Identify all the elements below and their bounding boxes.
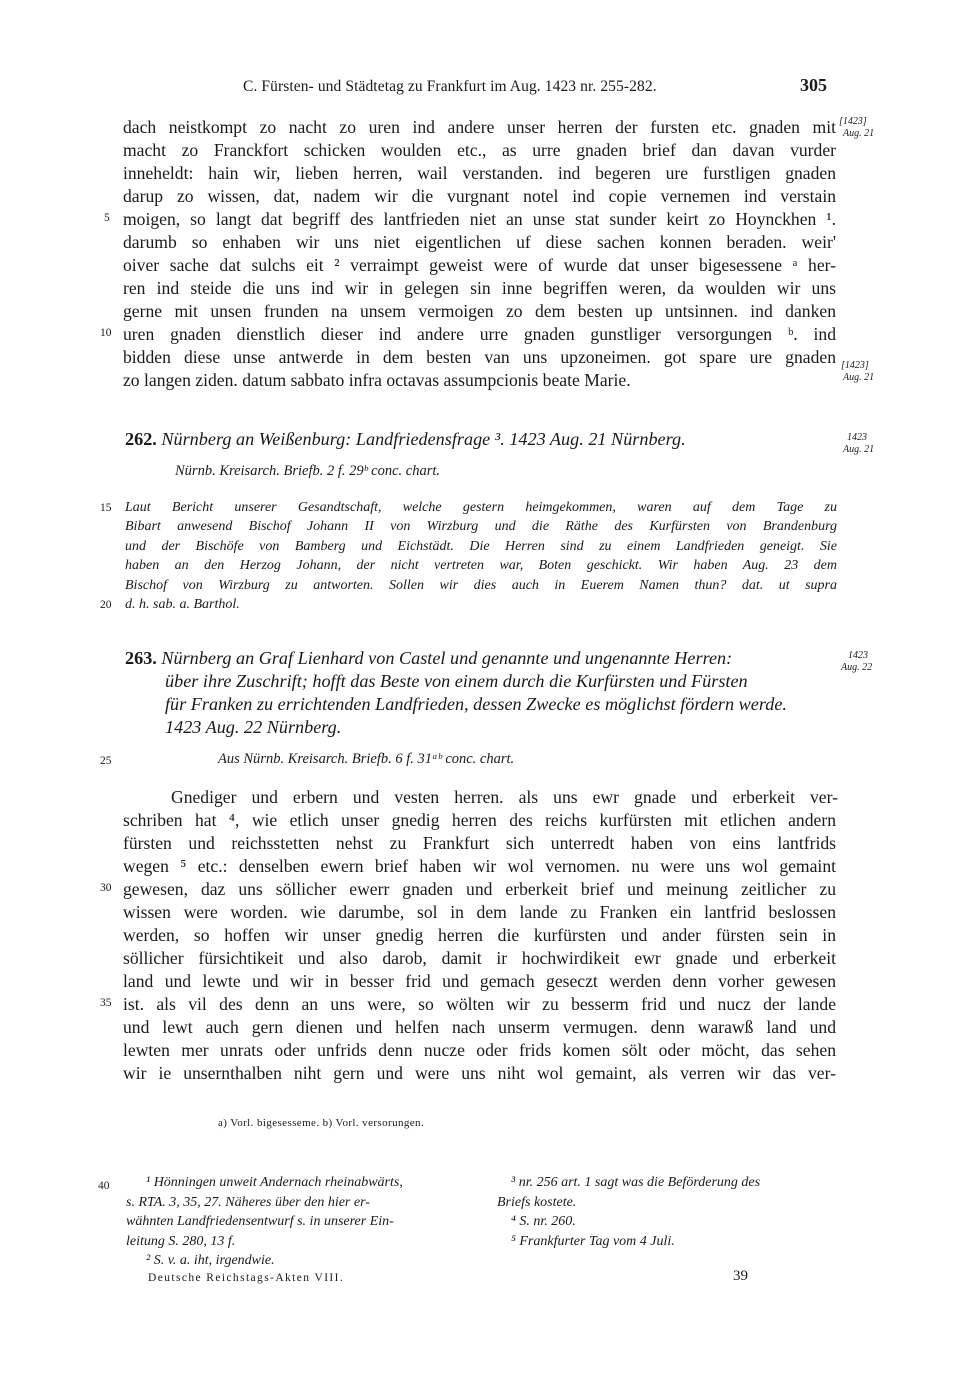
running-head: C. Fürsten- und Städtetag zu Frankfurt im Aug. 1423 nr. 255-282. (243, 78, 657, 95)
footnote-line: ⁴ S. nr. 260. (511, 1214, 576, 1229)
text-line: werden, so hoffen wir unser gnedig herren die kurfürsten und ander fürsten sein in (123, 925, 836, 945)
page-number: 305 (800, 75, 827, 95)
series-title: Deutsche Reichstags-Akten VIII. (148, 1272, 345, 1284)
text-line: ist. als vil des denn an uns were, so wölten wir zu besserm frid und nucz der lande (123, 994, 836, 1014)
margin-day: Aug. 21 (843, 444, 875, 455)
summary-line: Laut Bericht unserer Gesandtschaft, welche gestern heimgekommen, waren auf dem Tage zu (125, 500, 837, 515)
text-line: Gnediger und erbern und vesten herren. als uns ewr gnade und erberkeit ver- (171, 787, 838, 807)
footnote-line: ³ nr. 256 art. 1 sagt was die Beförderung des (511, 1175, 761, 1190)
summary-line: Bibart anwesend Bischof Johann II von Wirzburg und die Räthe des Kurfürsten von Brandenburg (125, 519, 837, 534)
text-line: und lewt auch gern dienen und helfen nach unserm vermugen. denn warawß land und (123, 1017, 836, 1037)
footnote-line: ² S. v. a. iht, irgendwie. (146, 1253, 275, 1268)
text-line: söllicher fürsichtikeit und also darob, damit ir hochwirdikeit ewr gnade und erberkeit (123, 948, 836, 968)
summary-line: haben an den Herzog Johann, der nicht vertreten war, Boten geschickt. Wir haben Aug. 23 dem (125, 558, 837, 573)
text-line: darup zo wissen, dat, nadem wir die vurgnant notel ind copie vernemen ind verstain (123, 186, 836, 206)
page-header (0, 75, 960, 102)
margin-year: [1423] (841, 360, 869, 371)
document-heading (125, 428, 686, 451)
text-line: inneheldt: hain wir, lieben herren, wail verstanden. ind begeren ure furstligen gnaden (123, 163, 836, 183)
text-line: darumb so enhaben wir uns niet eigentlichen uf diese sachen konnen beraden. weir' (123, 232, 836, 252)
text-line: macht zo Franckfort schicken woulden etc., as urre gnaden brief dan davan vurder (123, 140, 836, 160)
text-line: zo langen ziden. datum sabbato infra octavas assumpcionis beate Marie. (123, 370, 631, 390)
footnote-line: Briefs kostete. (497, 1194, 577, 1210)
text-line: gerne mit unsen frunden na unsem vermoigen zo dem besten up untsinnen. ind danken (123, 301, 836, 321)
margin-year: 1423 (848, 650, 868, 661)
margin-year: 1423 (847, 432, 867, 443)
line-number: 20 (100, 599, 112, 611)
margin-date (843, 432, 874, 456)
line-number: 35 (100, 997, 112, 1009)
margin-date (841, 360, 874, 384)
text-line: dach neistkompt zo nacht zo uren ind andere unser herren der fursten etc. gnaden mit (123, 117, 836, 137)
document-title-line: über ihre Zuschrift; hofft das Beste von einem durch die Kurfürsten und Fürsten (165, 671, 748, 691)
footnote-line: wähnten Landfriedensentwurf s. in unserer Ein- (126, 1214, 394, 1229)
footnote-line: leitung S. 280, 13 f. (126, 1233, 236, 1249)
footnotes-right-column (497, 1173, 760, 1251)
margin-date (841, 650, 873, 674)
text-line: bidden diese unse antwerde in dem besten van uns upzoneimen. got spare ure gnaden (123, 347, 836, 367)
summary-line: d. h. sab. a. Barthol. (125, 597, 240, 612)
text-line: gewesen, daz uns söllicher ewerr gnaden und erberkeit brief und meinung zeitlicher zu (123, 879, 836, 899)
margin-day: Aug. 22 (841, 662, 873, 673)
document-number: 262. (125, 429, 157, 449)
margin-year: [1423] (839, 116, 867, 127)
summary-line: Bischof von Wirzburg zu antworten. Sollen wir dies auch in Euerem Namen thun? dat. ut supra (125, 578, 837, 593)
footnote-line: ¹ Hönningen unweit Andernach rheinabwärts, (146, 1175, 403, 1190)
margin-day: Aug. 21 (843, 128, 875, 139)
document-title-line: Nürnberg an Graf Lienhard von Castel und genannte und ungenannte Herren: (161, 648, 733, 668)
document-title-line: 1423 Aug. 22 Nürnberg. (165, 717, 342, 737)
line-number: 25 (100, 755, 112, 767)
footnotes-left-column (126, 1173, 403, 1271)
text-line: schriben hat ⁴, wie etlich unser gnedig herren des reichs kurfürsten mit etlichen andern (123, 810, 836, 830)
text-line: fürsten und reichsstetten nehst zu Frankfurt sich unterredt haben von eins lantfrids (123, 833, 836, 853)
source-reference: Nürnb. Kreisarch. Briefb. 2 f. 29ᵇ conc. chart. (175, 463, 441, 479)
line-number: 10 (100, 327, 112, 339)
document-title-line: für Franken zu errichtenden Landfrieden, dessen Zwecke es möglichst fördern werde. (165, 694, 787, 714)
margin-day: Aug. 21 (843, 372, 875, 383)
text-line: uren gnaden dienstlich dieser ind andere urre gnaden gunstliger versorgungen ᵇ. ind (123, 324, 836, 344)
line-number: 15 (100, 502, 112, 514)
document-number: 263. (125, 648, 157, 668)
text-line: wir ie unsernthalben niht gern und were uns niht wol gemaint, als verren wir das ver- (123, 1063, 836, 1083)
text-line: wissen were worden. wie darumbe, sol in dem lande zu Franken ein lantfrid beslossen (123, 902, 836, 922)
document-heading (125, 647, 732, 670)
summary-line: und der Bischöfe von Bamberg und Eichstädt. Die Herren sind zu einem Landfrieden geneigt. Sie (125, 539, 837, 554)
sheet-signature: 39 (733, 1268, 748, 1284)
text-line: oiver sache dat sulchs eit ² verraimpt geweist were of wurde dat unser bigesessene ᵃ her- (123, 255, 836, 275)
text-line: wegen ⁵ etc.: denselben ewern brief haben wir wol vernomen. nu were uns wol gemaint (123, 856, 836, 876)
footnote-line: s. RTA. 3, 35, 27. Näheres über den hier er- (126, 1194, 370, 1210)
footnote-line: ⁵ Frankfurter Tag vom 4 Juli. (511, 1233, 675, 1249)
line-number: 5 (104, 212, 110, 224)
text-line: moigen, so langt dat begriff des lantfrieden niet an unse stat sunder keirt zo Hoynckhen ¹. (123, 209, 836, 229)
source-reference: Aus Nürnb. Kreisarch. Briefb. 6 f. 31ᵃᵇ conc. chart. (218, 751, 515, 767)
text-line: lewten mer unrats oder unfrids denn nucze oder frids komen sölt oder möcht, das sehen (123, 1040, 836, 1060)
variant-readings: a) Vorl. bigesesseme. b) Vorl. versorungen. (218, 1117, 425, 1129)
text-line: ren ind steide die uns ind wir in gelegen sin inne begriffen weren, da woulden wir uns (123, 278, 836, 298)
document-title: Nürnberg an Weißenburg: Landfriedensfrage ³. 1423 Aug. 21 Nürnberg. (161, 429, 686, 449)
line-number: 40 (98, 1180, 110, 1192)
margin-date (839, 116, 874, 140)
line-number: 30 (100, 882, 112, 894)
text-line: land und lewte und wir in besser frid und gemach geseczt werden denn vorher gewesen (123, 971, 836, 991)
